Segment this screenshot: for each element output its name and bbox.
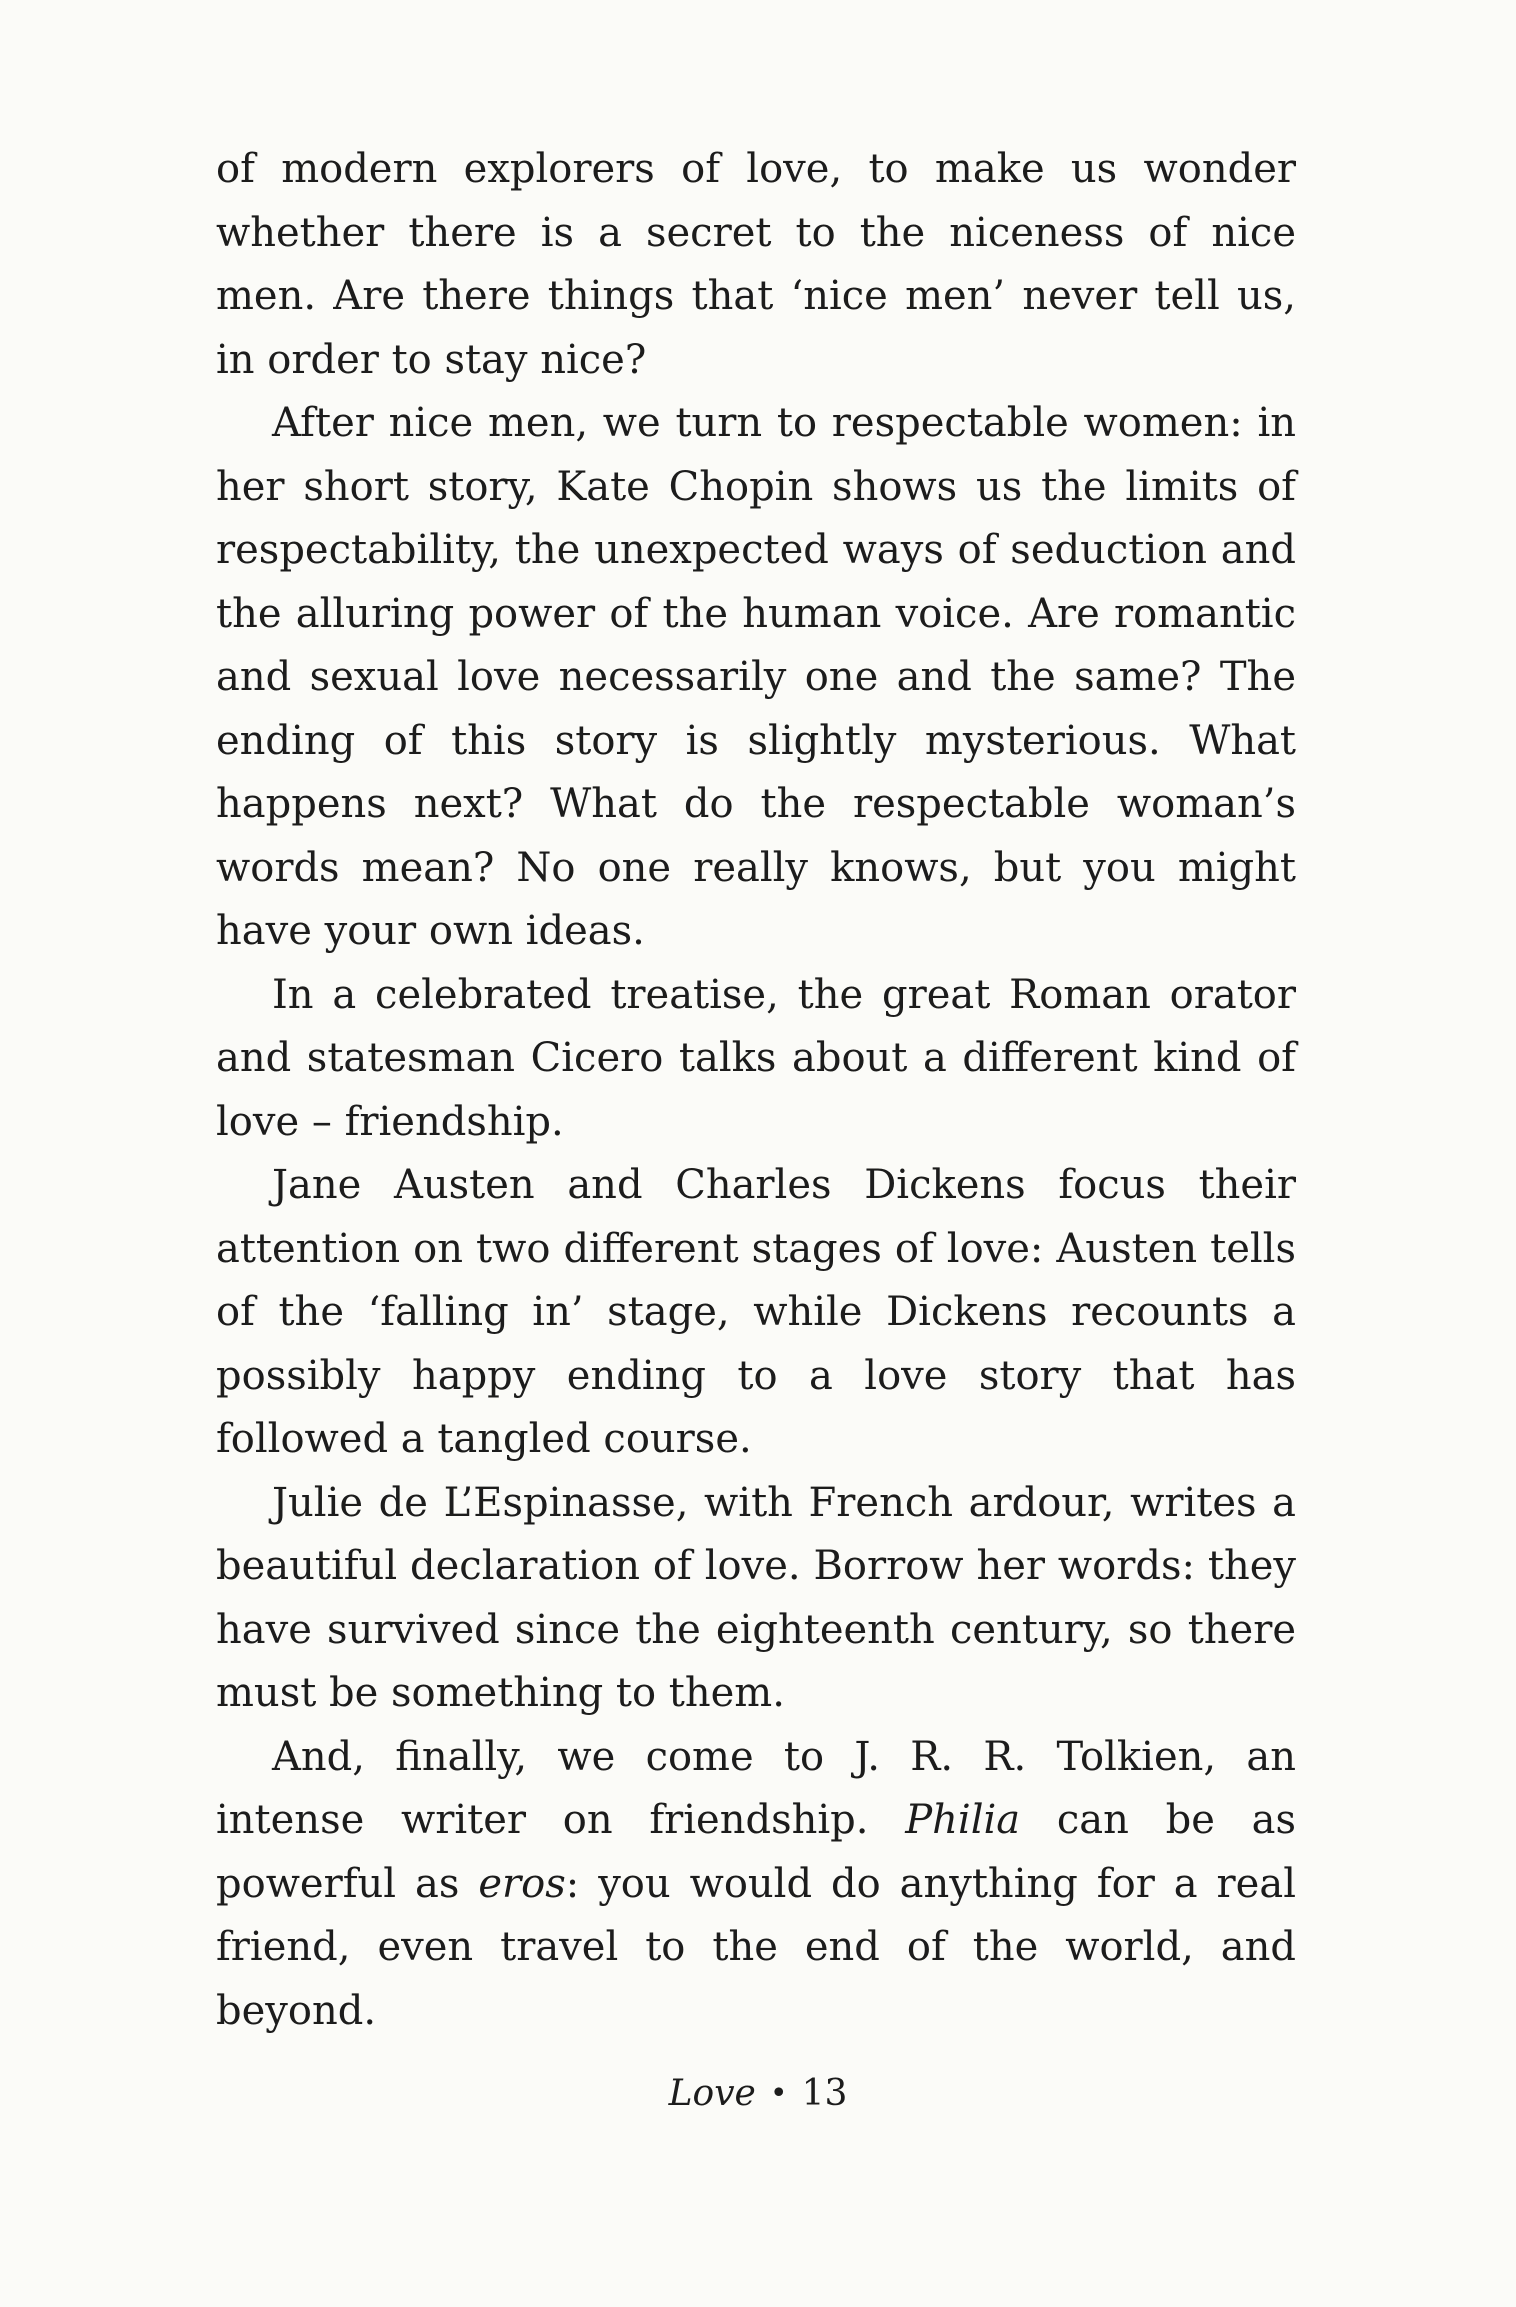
- italic-term: eros: [478, 1860, 566, 1907]
- paragraph: [216, 964, 1296, 1155]
- paragraph: [216, 1726, 1296, 2044]
- bullet-separator: •: [769, 2076, 788, 2111]
- page-footer: [0, 2072, 1516, 2116]
- paragraph: [216, 392, 1296, 964]
- running-title: Love: [668, 2073, 756, 2114]
- paragraph-text: : you would do anything for a real friend, even travel to the end of the world, and beyond.: [216, 1860, 1296, 2034]
- paragraph: [216, 1154, 1296, 1472]
- paragraph-text: can be as powerful as: [216, 1797, 1296, 1907]
- paragraph-text: Julie de L’Espinasse, with French ardour, writes a beautiful declaration of love. Borrow her words: they have survived since the eighteenth century, so there must be something to them.: [216, 1479, 1296, 1716]
- italic-term: Philia: [905, 1797, 1021, 1843]
- paragraph-text: of modern explorers of love, to make us wonder whether there is a secret to the niceness of nice men. Are there things that ‘nice men’ never tell us, in order to stay nice?: [216, 146, 1296, 383]
- paragraph-text: After nice men, we turn to respectable women: in her short story, Kate Chopin shows us the limits of respectability, the unexpected ways of seduction and the alluring power of the human voice. Are romantic and sexual love necessarily one and the same? The ending of this story is slightly mysterious. What happens next? What do the respectable woman’s words mean? No one really knows, but you might have your own ideas.: [216, 400, 1296, 954]
- paragraph: [216, 138, 1296, 392]
- paragraph-text: Jane Austen and Charles Dickens focus their attention on two different stages of love: Austen tells of the ‘falling in’ stage, while Dickens recounts a possibly happy ending to a love story that has followed a tangled course.: [216, 1162, 1296, 1462]
- paragraph-text: In a celebrated treatise, the great Roman orator and statesman Cicero talks about a different kind of love – friendship.: [216, 971, 1296, 1145]
- page-number: 13: [801, 2073, 848, 2114]
- body-text: [216, 138, 1296, 2043]
- paragraph: [216, 1472, 1296, 1726]
- paragraph-text: And, finally, we come to J. R. R. Tolkien, an intense writer on friendship.: [216, 1733, 1296, 1843]
